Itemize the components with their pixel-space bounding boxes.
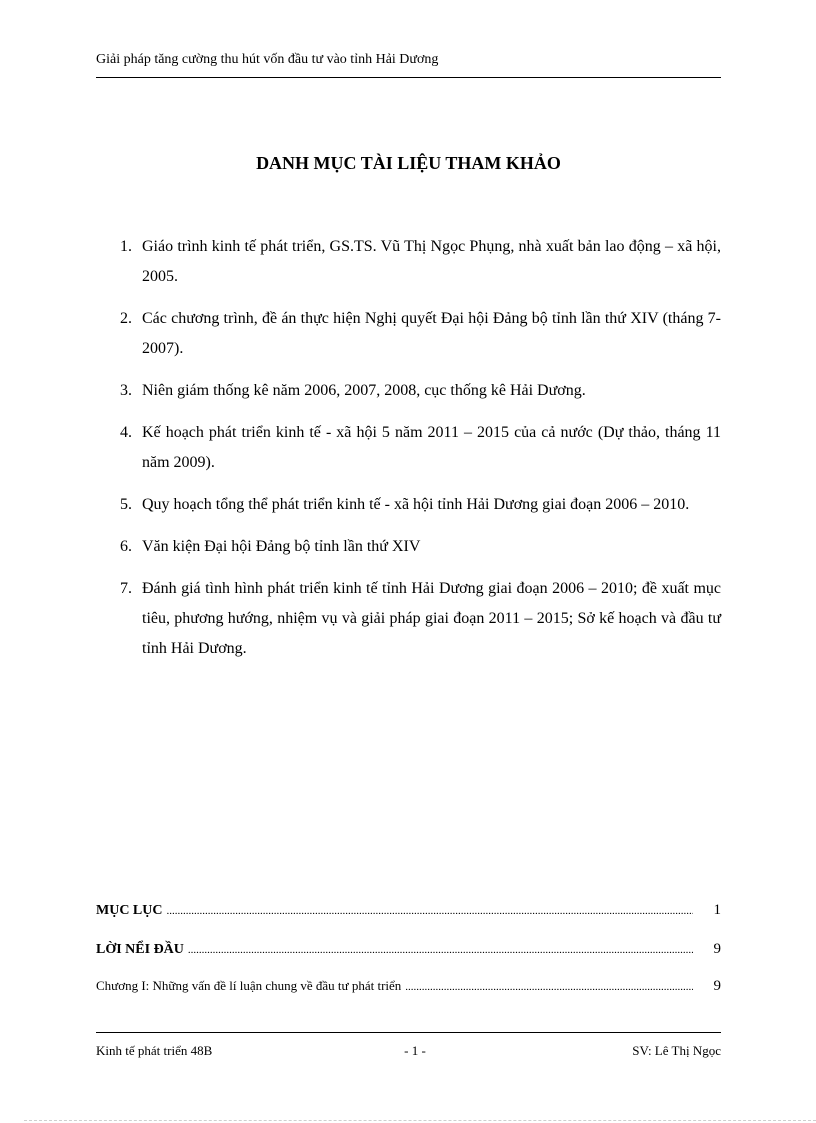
toc-entry-loi-noi-dau[interactable] <box>96 941 721 958</box>
reference-text: Các chương trình, đề án thực hiện Nghị quyết Đại hội Đảng bộ tỉnh lần thứ XIV (tháng 7-2007). <box>142 310 721 357</box>
reference-text: Kế hoạch phát triển kinh tế - xã hội 5 năm 2011 – 2015 của cả nước (Dự thảo, tháng 11 năm 2009). <box>142 424 721 471</box>
toc-page-number: 9 <box>713 978 721 994</box>
reference-text: Giáo trình kinh tế phát triển, GS.TS. Vũ Thị Ngọc Phụng, nhà xuất bản lao động – xã hội, 2005. <box>142 238 721 285</box>
toc-entry-chuong-1[interactable] <box>96 978 721 995</box>
footer-page-number: - 1 - <box>404 1043 426 1058</box>
reference-number: 3. <box>120 382 132 399</box>
page-title: DANH MỤC TÀI LIỆU THAM KHẢO <box>256 153 561 173</box>
reference-item <box>120 232 721 292</box>
reference-item <box>120 574 721 664</box>
toc-label: MỤC LỤC <box>96 903 163 918</box>
toc-label: Chương I: Những vấn đề lí luận chung về đầu tư phát triển <box>96 978 402 993</box>
reference-number: 7. <box>120 580 132 597</box>
page-header: Giải pháp tăng cường thu hút vốn đầu tư vào tỉnh Hải Dương <box>96 52 439 67</box>
reference-text: Đánh giá tình hình phát triển kinh tế tỉnh Hải Dương giai đoạn 2006 – 2010; đề xuất mục tiêu, phương hướng, nhiệm vụ và giải pháp giai đoạn 2011 – 2015; Sở kế hoạch và đầu tư tỉnh Hải Dương. <box>142 580 721 657</box>
reference-item <box>120 376 721 406</box>
footer-divider <box>96 1032 721 1033</box>
footer-right: SV: Lê Thị Ngọc <box>632 1043 721 1058</box>
toc-label: LỜI NỂI ĐẦU <box>96 942 184 957</box>
reference-number: 4. <box>120 424 132 441</box>
toc-entry-muc-luc[interactable] <box>96 902 721 919</box>
footer-left: Kinh tế phát triển 48B <box>96 1043 213 1058</box>
toc-leader <box>405 981 693 993</box>
reference-item <box>120 418 721 478</box>
reference-item <box>120 304 721 364</box>
reference-number: 1. <box>120 238 132 255</box>
reference-number: 2. <box>120 310 132 327</box>
toc-leader <box>188 944 693 956</box>
reference-number: 6. <box>120 538 132 555</box>
toc-page-number: 1 <box>713 902 721 918</box>
reference-item <box>120 490 721 520</box>
reference-item <box>120 532 721 562</box>
reference-text: Văn kiện Đại hội Đảng bộ tỉnh lần thứ XIV <box>142 538 421 555</box>
page-edge <box>24 1120 816 1121</box>
reference-list <box>120 232 721 676</box>
reference-text: Quy hoạch tổng thể phát triển kinh tế - xã hội tỉnh Hải Dương giai đoạn 2006 – 2010. <box>142 496 690 513</box>
header-divider <box>96 77 721 78</box>
toc-leader <box>167 905 694 917</box>
reference-text: Niên giám thống kê năm 2006, 2007, 2008, cục thống kê Hải Dương. <box>142 382 586 399</box>
reference-number: 5. <box>120 496 132 513</box>
toc-page-number: 9 <box>713 941 721 957</box>
